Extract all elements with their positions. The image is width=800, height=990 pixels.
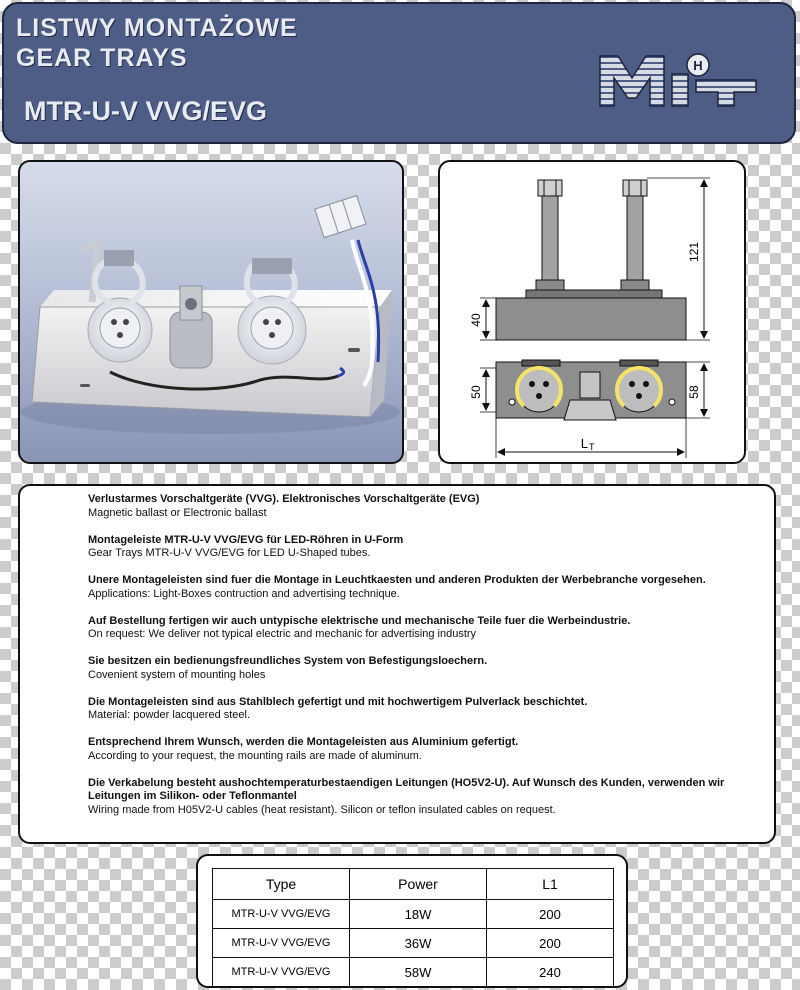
header-type: Type	[213, 869, 350, 900]
description-paragraph	[88, 777, 762, 818]
cell-type: MTR-U-V VVG/EVG	[213, 900, 350, 929]
model-title: MTR-U-V VVG/EVG	[24, 96, 268, 126]
cell-l1: 200	[487, 900, 614, 929]
cell-l1: 240	[487, 958, 614, 987]
cell-power: 58W	[350, 958, 487, 987]
text-english: Gear Trays MTR-U-V VVG/EVG for LED U-Shaped tubes.	[88, 547, 371, 559]
header-power: Power	[350, 869, 487, 900]
text-english: Material: powder lacquered steel.	[88, 709, 251, 721]
description-paragraph	[88, 493, 762, 520]
description-panel	[18, 484, 776, 844]
technical-drawing	[438, 160, 746, 464]
text-german: Verlustarmes Vorschaltgeräte (VVG). Elektronisches Vorschaltgeräte (EVG)	[88, 493, 480, 505]
title-english: GEAR TRAYS	[16, 44, 188, 72]
cell-type: MTR-U-V VVG/EVG	[213, 929, 350, 958]
cell-power: 18W	[350, 900, 487, 929]
side-view	[469, 178, 710, 340]
text-english: According to your request, the mounting rails are made of aluminum.	[88, 749, 422, 762]
text-english: Covenient system of mounting holes	[88, 668, 266, 681]
text-german: Die Verkabelung besteht aushochtemperaturbestaendigen Leitungen (HO5V2-U). Auf Wunsch des Kunden, verwenden wir Leitungen im Silikon- oder Teflonmantel	[88, 776, 725, 802]
title-polish: LISTWY MONTAŻOWE	[16, 14, 298, 42]
text-german: Unere Montageleisten sind fuer die Montage in Leuchtkaesten und anderen Produkten der Werbebranche vorgesehen.	[88, 574, 706, 586]
cell-power: 36W	[350, 929, 487, 958]
dim-height-label: 121	[687, 241, 701, 263]
table-row	[213, 958, 614, 987]
header-l1: L1	[487, 869, 614, 900]
dim-width-right-label: 58	[687, 385, 701, 399]
description-paragraph	[88, 655, 762, 682]
spec-table	[212, 868, 614, 987]
table-header-row	[213, 869, 614, 900]
text-german: Auf Bestellung fertigen wir auch untypische elektrische und mechanische Teile fuer die Werbeindustrie.	[88, 614, 631, 627]
cell-type: MTR-U-V VVG/EVG	[213, 958, 350, 987]
table-row	[213, 900, 614, 929]
dimension-drawing	[440, 162, 744, 462]
description-paragraph	[88, 736, 762, 763]
text-german: Entsprechend Ihrem Wunsch, werden die Montageleisten aus Aluminium gefertigt.	[88, 736, 519, 748]
text-german: Die Montageleisten sind aus Stahlblech gefertigt und mit hochwertigem Pulverlack beschichtet.	[88, 695, 588, 708]
product-photo	[18, 160, 404, 464]
text-german: Sie besitzen ein bedienungsfreundliches System von Befestigungsloechern.	[88, 655, 488, 667]
gear-tray-photo-illustration	[20, 162, 402, 462]
spec-table-panel	[196, 854, 628, 988]
text-english: Applications: Light-Boxes contruction and advertising technique.	[88, 587, 400, 600]
table-row	[213, 929, 614, 958]
header-banner	[2, 2, 796, 144]
description-paragraph	[88, 574, 762, 601]
dim-length-sub-label: T	[589, 442, 595, 452]
dim-body-label: 40	[469, 313, 483, 327]
top-view	[469, 360, 710, 458]
mit-logo	[598, 52, 758, 108]
text-english: On request: We deliver not typical electric and mechanic for advertising industry	[88, 628, 477, 640]
text-german: Montageleiste MTR-U-V VVG/EVG für LED-Röhren in U-Form	[88, 533, 404, 546]
dim-length-label: L	[580, 436, 588, 451]
description-paragraph	[88, 615, 762, 642]
description-paragraph	[88, 534, 762, 561]
text-english: Magnetic ballast or Electronic ballast	[88, 506, 267, 519]
logo-badge-letter: H	[693, 58, 703, 73]
description-paragraph	[88, 696, 762, 723]
dim-width-left-label: 50	[469, 385, 483, 399]
cell-l1: 200	[487, 929, 614, 958]
text-english: Wiring made from H05V2-U cables (heat resistant). Silicon or teflon insulated cables on request.	[88, 803, 556, 816]
